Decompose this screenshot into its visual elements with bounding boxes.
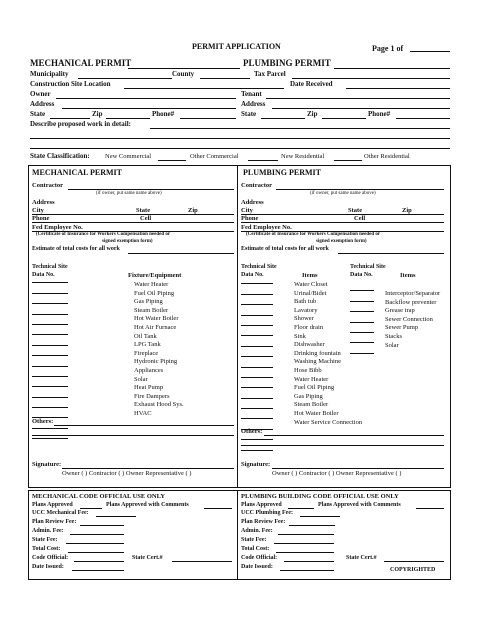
plumb-address-label: Address xyxy=(241,199,264,206)
plumb-fixture-2-item: Grease trap xyxy=(385,307,415,315)
mech-fixture-item: Solar xyxy=(134,375,148,383)
plumb-admin-fee-field[interactable] xyxy=(278,534,334,535)
mech-fixture-item: Fuel Oil Piping xyxy=(134,289,175,297)
construction-site-label: Construction Site Location xyxy=(30,80,111,88)
plumb-phone-label: Phone xyxy=(241,215,259,222)
mech-address-field[interactable] xyxy=(32,214,234,215)
owner-zip-field[interactable] xyxy=(106,118,150,119)
plumbing-permit-heading: PLUMBING PERMIT xyxy=(243,58,331,68)
mech-cert-note-2: signed exemption form) xyxy=(102,239,153,244)
municipality-field[interactable] xyxy=(78,78,172,79)
plumb-fixture-item: Lavatory xyxy=(294,306,318,314)
plumb-cell-label: Cell xyxy=(354,215,366,222)
plumb-fixture-item: Dishwasher xyxy=(294,341,325,349)
mechanical-permit-heading: MECHANICAL PERMIT xyxy=(30,58,132,68)
mech-cell-label: Cell xyxy=(140,215,152,222)
plumb-items-head: Items xyxy=(302,272,318,279)
mech-fixture-item: HVAC xyxy=(134,409,152,417)
mech-fixture-item: Water Heater xyxy=(134,281,169,288)
mech-tech-site-head: Technical Site xyxy=(32,264,68,270)
official-column-divider xyxy=(237,490,238,579)
plumb-data-no-blanks[interactable] xyxy=(241,274,273,451)
new-residential-field[interactable] xyxy=(334,160,362,161)
plumb-state-cert-label: State Cert.# xyxy=(346,555,377,561)
plumb-phone-field[interactable] xyxy=(241,222,444,223)
mech-state-fee-field[interactable] xyxy=(66,543,124,544)
mech-contractor-label: Contractor xyxy=(32,182,64,189)
mech-data-no-head: Data No. xyxy=(32,272,55,278)
plumb-cert-note-1: (Certificate of Insurance for Workers Compensation needed or xyxy=(246,232,381,237)
plumb-section-title: PLUMBING PERMIT xyxy=(243,168,321,177)
mech-fixture-item: Steam Boiler xyxy=(134,306,169,314)
owner-zip-label: Zip xyxy=(92,110,103,118)
plumb-state-label: State xyxy=(348,207,363,214)
mech-date-issued-label: Date Issued: xyxy=(32,564,64,570)
mech-total-cost-label: Total Cost: xyxy=(32,546,61,552)
mech-fixture-item: Fireplace xyxy=(134,349,159,357)
date-received-field[interactable] xyxy=(346,88,450,89)
new-residential-label: New Residential xyxy=(281,153,325,160)
plumb-state-fee-label: State Fee: xyxy=(241,537,267,543)
plumb-fixture-2-item: Sewer Connection xyxy=(385,315,433,323)
mech-fixture-item: LPG Tank xyxy=(134,341,161,349)
owner-field[interactable] xyxy=(56,98,236,99)
tenant-address-label: Address xyxy=(241,100,266,108)
mech-data-no-blanks[interactable] xyxy=(32,273,68,439)
date-received-label: Date Received xyxy=(290,80,333,88)
mech-plan-review-label: Plan Review Fee: xyxy=(32,519,77,525)
mech-others-label: Others: xyxy=(32,418,54,425)
mech-contractor-field[interactable] xyxy=(68,189,234,190)
plumb-estimate-label: Estimate of total costs for all work xyxy=(241,246,329,252)
plumb-data-no-head: Data No. xyxy=(241,272,264,278)
plumb-items-head-2: Items xyxy=(400,272,416,279)
tenant-address-field[interactable] xyxy=(272,108,450,109)
plumb-ucc-fee-label: UCC Plumbing Fee: xyxy=(241,510,293,516)
plumb-plans-approved-field[interactable] xyxy=(288,508,314,509)
mech-address-label: Address xyxy=(32,199,55,206)
mech-plan-review-field[interactable] xyxy=(80,525,124,526)
plumbing-permit-line[interactable] xyxy=(334,68,450,69)
mech-code-official-field[interactable] xyxy=(74,561,124,562)
plumb-fixture-item: Steam Boiler xyxy=(294,401,329,409)
mech-total-cost-field[interactable] xyxy=(68,552,124,553)
other-residential-label: Other Residential xyxy=(364,153,410,160)
plumb-fixture-item: Hose Bibb xyxy=(294,366,322,374)
plumb-plans-comments-label: Plans Approved with Comments xyxy=(318,502,401,508)
describe-work-field-2[interactable] xyxy=(30,138,450,139)
mech-fixture-item: Gas Piping xyxy=(134,298,163,306)
mech-signature-label: Signature: xyxy=(32,461,62,468)
plumb-signature-roles[interactable]: Owner ( ) Contractor ( ) Owner Representative ( ) xyxy=(272,470,402,477)
plumb-fixture-2-item: Stacks xyxy=(385,332,402,340)
mech-admin-fee-label: Admin. Fee: xyxy=(32,528,64,534)
plumb-code-official-label: Code Official: xyxy=(241,555,278,561)
plumb-if-owner-note: (if owner, put same name above) xyxy=(310,191,376,196)
describe-work-label: Describe proposed work in detail: xyxy=(30,120,131,128)
mech-code-official-label: Code Official: xyxy=(32,555,69,561)
plumb-ucc-fee-field[interactable] xyxy=(300,516,340,517)
plumb-official-title: PLUMBING BUILDING CODE OFFICIAL USE ONLY xyxy=(241,493,399,500)
plumb-others-field-2[interactable] xyxy=(241,445,444,446)
mech-plans-comments-label: Plans Approved with Comments xyxy=(106,502,189,508)
mech-fixture-item: Exhaust Hood Sys. xyxy=(134,401,184,409)
plumb-plans-comments-field[interactable] xyxy=(416,508,444,509)
plumb-fixture-item: Hot Water Boiler xyxy=(294,409,339,417)
mech-others-field-1[interactable] xyxy=(54,425,234,426)
tenant-state-field[interactable] xyxy=(261,118,305,119)
other-commercial-label: Other Commercial xyxy=(190,153,239,160)
mech-signature-field[interactable] xyxy=(62,468,234,469)
form-title: PERMIT APPLICATION xyxy=(192,42,281,51)
mech-state-cert-field[interactable] xyxy=(172,561,232,562)
mech-state-fee-label: State Fee: xyxy=(32,537,58,543)
mech-fixture-list xyxy=(134,281,184,419)
other-commercial-field[interactable] xyxy=(248,160,278,161)
mech-official-title: MECHANICAL CODE OFFICIAL USE ONLY xyxy=(32,493,166,500)
plumb-city-label: City xyxy=(241,207,253,214)
new-commercial-field[interactable] xyxy=(158,160,186,161)
plumb-code-official-field[interactable] xyxy=(284,561,334,562)
tenant-phone-field[interactable] xyxy=(396,118,450,119)
plumb-total-cost-label: Total Cost: xyxy=(241,546,270,552)
county-label: County xyxy=(172,70,195,78)
mech-fixture-item: Hydronic Piping xyxy=(134,358,178,366)
plumb-tech-site-head-2: Technical Site xyxy=(350,264,386,270)
plumb-total-cost-field[interactable] xyxy=(276,552,334,553)
plumb-fixture-item: Fuel Oil Piping xyxy=(294,384,335,392)
plumb-fixture-item: Water Closet xyxy=(294,281,328,288)
copyright-notice: COPYRIGHTED xyxy=(390,567,436,573)
mech-fixture-item: Heat Pump xyxy=(134,384,164,392)
plumb-admin-fee-label: Admin. Fee: xyxy=(241,528,273,534)
mech-state-cert-label: State Cert.# xyxy=(132,555,163,561)
plumb-signature-field[interactable] xyxy=(272,468,444,469)
describe-work-field-1[interactable] xyxy=(150,128,450,129)
mech-phone-field[interactable] xyxy=(32,222,234,223)
mech-if-owner-note: (if owner, put same name above) xyxy=(96,191,162,196)
plumb-state-cert-field[interactable] xyxy=(384,561,444,562)
mech-estimate-label: Estimate of total costs for all work xyxy=(32,246,120,252)
plumb-address-field[interactable] xyxy=(241,214,444,215)
tenant-label: Tenant xyxy=(241,90,262,98)
owner-phone-field[interactable] xyxy=(180,118,236,119)
plumb-fixture-item: Drinking fountain xyxy=(294,349,341,357)
plumb-contractor-label: Contractor xyxy=(241,182,273,189)
plumb-state-fee-field[interactable] xyxy=(274,543,334,544)
plumb-fixture-2-item: Solar xyxy=(385,341,399,349)
county-field[interactable] xyxy=(200,78,250,79)
plumb-others-field-1[interactable] xyxy=(264,435,444,436)
plumb-fixture-item: Gas Piping xyxy=(294,392,323,400)
mechanical-permit-line[interactable] xyxy=(128,68,240,69)
mech-fixture-item: Oil Tank xyxy=(134,332,157,340)
plumb-fixture-item: Floor drain xyxy=(294,323,324,331)
plumb-plan-review-label: Plan Review Fee: xyxy=(241,519,286,525)
plumb-fixture-item: Sink xyxy=(294,332,306,340)
new-commercial-label: New Commercial xyxy=(105,153,152,160)
tax-parcel-label: Tax Parcel xyxy=(254,70,286,78)
plumb-tech-site-head: Technical Site xyxy=(241,264,277,270)
mech-ucc-fee-label: UCC Mechanical Fee: xyxy=(32,510,89,516)
plumb-fixture-item: Washing Machine xyxy=(294,358,341,366)
mech-fixture-item: Hot Air Furnace xyxy=(134,323,177,331)
construction-site-field[interactable] xyxy=(124,88,284,89)
plumb-data-no-blanks-2[interactable] xyxy=(350,281,374,354)
owner-label: Owner xyxy=(30,90,51,98)
describe-work-field-3[interactable] xyxy=(30,148,450,149)
plumb-fixture-item: Shower xyxy=(294,315,314,323)
mech-phone-label: Phone xyxy=(32,215,50,222)
tenant-field[interactable] xyxy=(266,98,450,99)
mech-ucc-fee-field[interactable] xyxy=(96,516,136,517)
owner-state-field[interactable] xyxy=(50,118,90,119)
column-divider xyxy=(237,165,238,487)
plumb-estimate-field[interactable] xyxy=(338,253,444,254)
mech-state-label: State xyxy=(136,207,151,214)
plumb-date-issued-field[interactable] xyxy=(280,570,334,571)
mech-section-title: MECHANICAL PERMIT xyxy=(32,168,123,177)
plumb-others-label: Others: xyxy=(241,428,263,435)
plumb-fixture-2-item: Interceptor/Separator xyxy=(385,290,441,297)
plumb-plans-approved-label: Plans Approved xyxy=(241,502,282,508)
mech-fixture-item: Hot Water Boiler xyxy=(134,315,179,323)
plumb-plan-review-field[interactable] xyxy=(289,525,335,526)
plumb-zip-label: Zip xyxy=(402,207,412,214)
mech-zip-label: Zip xyxy=(188,207,198,214)
mech-fixture-head: Fixture/Equipment xyxy=(128,272,182,279)
mech-date-issued-field[interactable] xyxy=(72,570,124,571)
mech-plans-approved-field[interactable] xyxy=(80,508,102,509)
tenant-zip-field[interactable] xyxy=(322,118,366,119)
page-total-field[interactable] xyxy=(410,51,450,52)
mech-plans-comments-field[interactable] xyxy=(204,508,232,509)
plumb-fixture-item: Bath tub xyxy=(294,298,317,306)
plumb-fixture-2-item: Sewer Pump xyxy=(385,324,419,332)
owner-phone-label: Phone# xyxy=(152,110,175,118)
owner-state-label: State xyxy=(30,110,46,118)
state-classification-label: State Classification: xyxy=(30,152,90,160)
plumb-fixture-2-item: Backflow preventer xyxy=(385,298,437,306)
plumb-signature-label: Signature: xyxy=(241,461,271,468)
plumb-fixture-item: Water Heater xyxy=(294,375,329,383)
tax-parcel-field[interactable] xyxy=(292,78,450,79)
mech-others-field-2[interactable] xyxy=(32,435,234,436)
municipality-label: Municipality xyxy=(30,70,69,78)
mech-fixture-item: Fire Dampers xyxy=(134,392,170,400)
mech-city-label: City xyxy=(32,207,44,214)
plumb-date-issued-label: Date Issued: xyxy=(241,564,273,570)
plumb-fixture-item: Urinal/Bidet xyxy=(294,289,327,297)
owner-address-label: Address xyxy=(30,100,55,108)
mech-estimate-field[interactable] xyxy=(128,253,234,254)
plumb-contractor-field[interactable] xyxy=(276,189,444,190)
tenant-state-label: State xyxy=(241,110,257,118)
tenant-zip-label: Zip xyxy=(307,110,318,118)
plumb-fixture-item: Water Service Connection xyxy=(294,418,363,426)
mech-fixture-item: Appliances xyxy=(134,366,164,374)
mech-fed-label: Fed Employee No. xyxy=(32,224,83,231)
mech-plans-approved-label: Plans Approved xyxy=(32,502,73,508)
mech-admin-fee-field[interactable] xyxy=(70,534,124,535)
plumb-cert-note-2: signed exemption form) xyxy=(316,239,367,244)
plumb-items-list-2 xyxy=(385,290,440,350)
plumb-fed-label: Fed Employee No. xyxy=(241,224,292,231)
owner-address-field[interactable] xyxy=(62,108,236,109)
mech-signature-roles[interactable]: Owner ( ) Contractor ( ) Owner Representative ( ) xyxy=(62,470,192,477)
page-number-label: Page 1 of xyxy=(372,44,404,53)
plumb-data-no-head-2: Data No. xyxy=(350,272,373,278)
mech-cert-note-1: (Certificate of Insurance for Workers Compensation needed or xyxy=(36,232,171,237)
tenant-phone-label: Phone# xyxy=(368,110,391,118)
